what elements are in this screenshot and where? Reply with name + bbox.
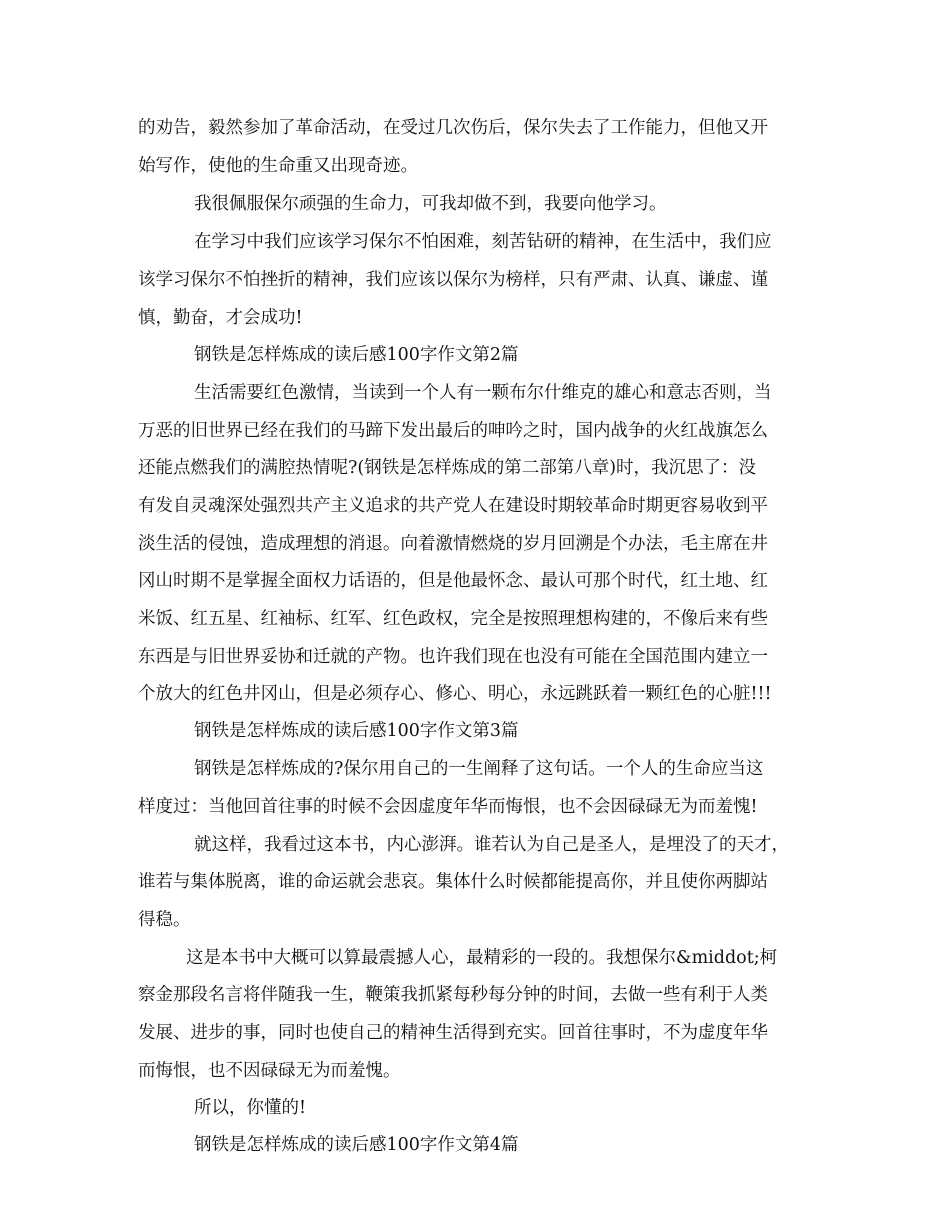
text-line: 的劝告，毅然参加了革命活动，在受过几次伤后，保尔失去了工作能力，但他又开 xyxy=(138,118,768,138)
text-line: 冈山时期不是掌握全面权力话语的，但是他最怀念、最认可那个时代，红土地、红 xyxy=(138,571,768,591)
text-line: 这是本书中大概可以算最震撼人心，最精彩的一段的。我想保尔&middot;柯 xyxy=(186,948,778,968)
text-line: 个放大的红色井冈山，但是必须存心、修心、明心，永远跳跃着一颗红色的心脏!!! xyxy=(138,684,772,704)
text-line: 还能点燃我们的满腔热情呢?(钢铁是怎样炼成的第二部第八章)时，我沉思了：没 xyxy=(138,458,757,478)
text-line: 谁若与集体脱离，谁的命运就会悲哀。集体什么时候都能提高你，并且使你两脚站 xyxy=(138,872,768,892)
text-line: 有发自灵魂深处强烈共产主义追求的共产党人在建设时期较革命时期更容易收到平 xyxy=(138,496,768,516)
text-line: 得稳。 xyxy=(138,910,191,930)
text-line: 样度过：当他回首往事的时候不会因虚度年华而悔恨，也不会因碌碌无为而羞愧! xyxy=(138,797,758,817)
text-line: 而悔恨，也不因碌碌无为而羞愧。 xyxy=(138,1061,401,1081)
text-line: 淡生活的侵蚀，造成理想的消退。向着激情燃烧的岁月回溯是个办法，毛主席在井 xyxy=(138,534,768,554)
text-line: 生活需要红色激情，当读到一个人有一颗布尔什维克的雄心和意志否则，当 xyxy=(194,383,772,403)
text-line: 在学习中我们应该学习保尔不怕困难，刻苦钻研的精神，在生活中，我们应 xyxy=(194,232,772,252)
section-heading: 钢铁是怎样炼成的读后感100字作文第3篇 xyxy=(194,721,519,741)
text-line: 万恶的旧世界已经在我们的马蹄下发出最后的呻吟之时，国内战争的火红战旗怎么 xyxy=(138,421,768,441)
section-heading: 钢铁是怎样炼成的读后感100字作文第4篇 xyxy=(194,1135,519,1155)
text-line: 该学习保尔不怕挫折的精神，我们应该以保尔为榜样，只有严肃、认真、谦虚、谨 xyxy=(138,270,768,290)
text-line: 钢铁是怎样炼成的?保尔用自己的一生阐释了这句话。一个人的生命应当这 xyxy=(194,759,764,779)
text-line: 察金那段名言将伴随我一生，鞭策我抓紧每秒每分钟的时间，去做一些有利于人类 xyxy=(138,985,768,1005)
text-line: 东西是与旧世界妥协和迁就的产物。也许我们现在也没有可能在全国范围内建立一 xyxy=(138,647,768,667)
text-line: 米饭、红五星、红袖标、红军、红色政权，完全是按照理想构建的，不像后来有些 xyxy=(138,609,768,629)
text-line: 所以，你懂的! xyxy=(194,1098,307,1118)
section-heading: 钢铁是怎样炼成的读后感100字作文第2篇 xyxy=(194,345,519,365)
text-line: 就这样，我看过这本书，内心澎湃。谁若认为自己是圣人，是埋没了的天才， xyxy=(194,835,789,855)
text-line: 我很佩服保尔顽强的生命力，可我却做不到，我要向他学习。 xyxy=(194,194,667,214)
text-line: 发展、进步的事，同时也使自己的精神生活得到充实。回首往事时，不为虚度年华 xyxy=(138,1023,768,1043)
text-line: 慎，勤奋，才会成功! xyxy=(138,308,303,328)
text-line: 始写作，使他的生命重又出现奇迹。 xyxy=(138,156,418,176)
